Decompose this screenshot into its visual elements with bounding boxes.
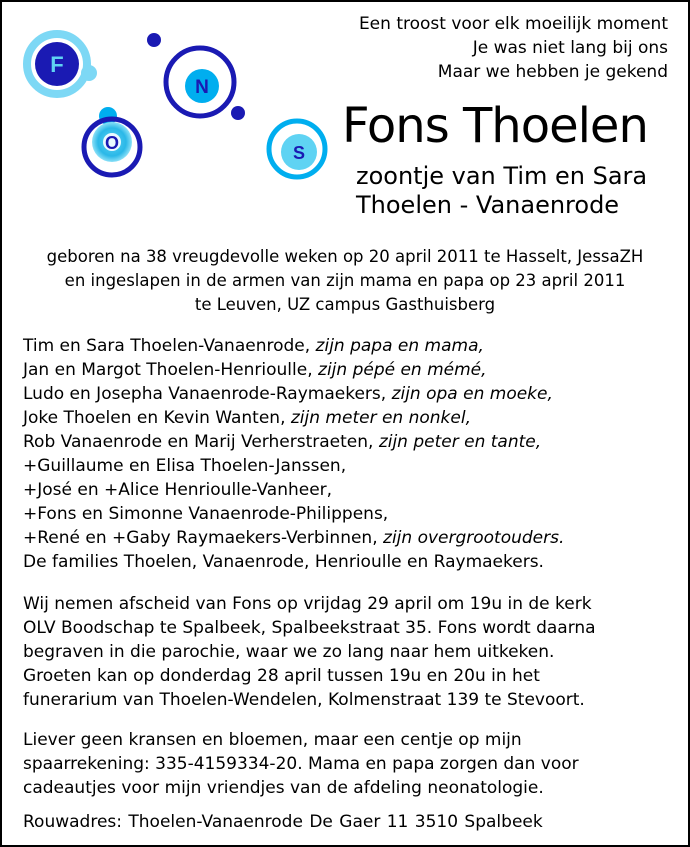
subtitle-line: zoontje van Tim en Sara [356,162,648,190]
family-role: zijn peter en tante, [378,432,542,452]
birth-line: geboren na 38 vreugdevolle weken op 20 april 2011 te Hasselt, JessaZH [46,247,644,266]
family-names: +José en +Alice Henrioulle-Vanheer, [23,480,333,500]
family-role: zijn opa en moeke, [391,384,553,404]
farewell-line: funerarium van Thoelen-Wendelen, Kolmenstraat 139 te Stevoort. [23,690,585,710]
donation-line: Liever geen kransen en bloemen, maar een centje op mijn [23,730,522,750]
donation-line: cadeautjes voor mijn vriendjes van de afdeling neonatologie. [23,778,544,798]
poem-line: Maar we hebben je gekend [437,62,668,82]
birth-info [2,245,688,317]
family-line [23,526,564,550]
farewell-line: begraven in die parochie, waar we zo lang naar hem uitkeken. [23,642,555,662]
deceased-name: Fons Thoelen [342,98,648,154]
poem [359,12,668,84]
family-names: De families Thoelen, Vanaenrode, Henrioulle en Raymaekers. [23,552,544,572]
family-names: +René en +Gaby Raymaekers-Verbinnen, [23,528,384,548]
subtitle-line: Thoelen - Vanaenrode [356,191,620,219]
family-line [23,502,564,526]
family-role: zijn pépé en mémé, [318,360,487,380]
mourning-address: Rouwadres: Thoelen-Vanaenrode De Gaer 11 3510 Spalbeek [23,812,543,832]
logo-letter-s: S [292,143,306,163]
donation-paragraph [23,728,579,800]
family-names: Tim en Sara Thoelen-Vanaenrode, [23,336,316,356]
logo-letter-n: N [195,77,209,98]
logo-dot [81,65,97,81]
family-role: zijn overgrootouders. [383,528,565,548]
family-line [23,382,564,406]
poem-line: Een troost voor elk moeilijk moment [358,14,668,34]
family-line [23,334,564,358]
birth-line: en ingeslapen in de armen van zijn mama en papa op 23 april 2011 [64,271,626,290]
family-names: +Guillaume en Elisa Thoelen-Janssen, [23,456,347,476]
family-names: Ludo en Josepha Vanaenrode-Raymaekers, [23,384,392,404]
family-line [23,430,564,454]
logo-dot [231,106,245,120]
logo-dot [147,33,161,47]
subtitle [356,162,647,220]
family-role: zijn papa en mama, [315,336,484,356]
family-line [23,358,564,382]
poem-line: Je was niet lang bij ons [472,38,668,58]
family-list [23,334,564,574]
family-role: zijn meter en nonkel, [290,408,471,428]
donation-line: spaarrekening: 335-4159334-20. Mama en papa zorgen dan voor [23,754,579,774]
birth-line: te Leuven, UZ campus Gasthuisberg [194,295,496,314]
logo-letter-f: F [50,52,64,77]
farewell-line: Wij nemen afscheid van Fons op vrijdag 29 april om 19u in de kerk [23,594,592,614]
family-line [23,478,564,502]
family-names: Rob Vanaenrode en Marij Verherstraeten, [23,432,379,452]
family-line [23,406,564,430]
family-names: +Fons en Simonne Vanaenrode-Philippens, [23,504,389,524]
farewell-line: OLV Boodschap te Spalbeek, Spalbeekstraat 35. Fons wordt daarna [23,618,596,638]
farewell-paragraph [23,592,596,712]
family-names: Jan en Margot Thoelen-Henrioulle, [23,360,319,380]
family-line [23,454,564,478]
logo-letter-o: O [104,133,120,153]
family-names: Joke Thoelen en Kevin Wanten, [23,408,291,428]
farewell-line: Groeten kan op donderdag 28 april tussen 19u en 20u in het [23,666,540,686]
fons-logo [2,2,342,242]
family-line [23,550,564,574]
